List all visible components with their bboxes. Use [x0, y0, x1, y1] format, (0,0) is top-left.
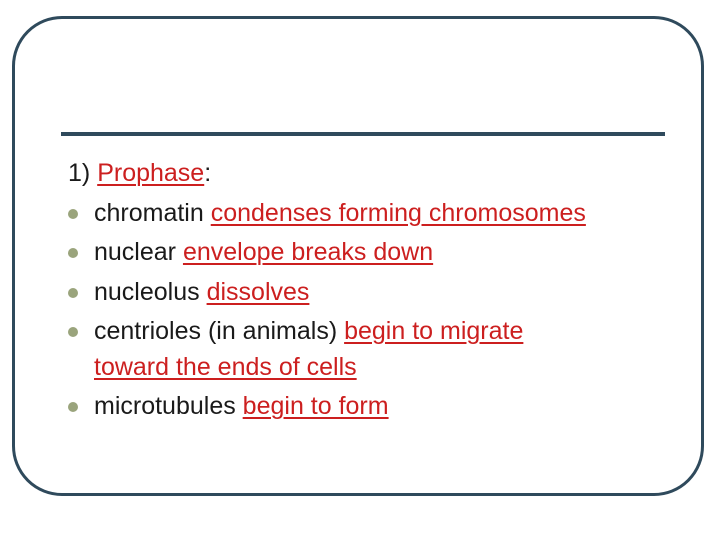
list-item-highlight: dissolves: [206, 277, 310, 306]
list-item-plain: microtubules: [94, 392, 243, 420]
bullet-dot-icon: [68, 327, 78, 337]
title-divider: [61, 132, 665, 136]
list-item-highlight: envelope breaks down: [182, 238, 434, 266]
heading-number: 1): [68, 159, 91, 187]
heading-term: Prophase: [97, 159, 205, 187]
list-item: [68, 233, 688, 273]
bullet-dot-icon: [68, 402, 78, 412]
list-item: [68, 273, 688, 313]
section-heading: [68, 154, 688, 194]
list-item-plain: nucleolus: [94, 277, 207, 306]
list-item: [68, 194, 688, 234]
heading-colon: :: [204, 159, 212, 187]
list-item-highlight: condenses forming chromosomes: [210, 198, 586, 227]
bullet-dot-icon: [68, 209, 78, 219]
list-item-continuation: [68, 348, 688, 388]
list-item-plain: centrioles (in animals): [94, 317, 345, 345]
list-item: [68, 387, 688, 427]
bullet-dot-icon: [68, 248, 78, 258]
slide-content: [68, 154, 688, 427]
list-item-highlight: begin to migrate: [344, 317, 524, 345]
list-item-plain: chromatin: [94, 198, 211, 227]
list-item: [68, 312, 688, 352]
list-item-highlight: begin to form: [242, 392, 389, 420]
list-item-highlight-continued: toward the ends of cells: [94, 352, 357, 381]
list-item-plain: nuclear: [94, 238, 183, 266]
bullet-dot-icon: [68, 288, 78, 298]
